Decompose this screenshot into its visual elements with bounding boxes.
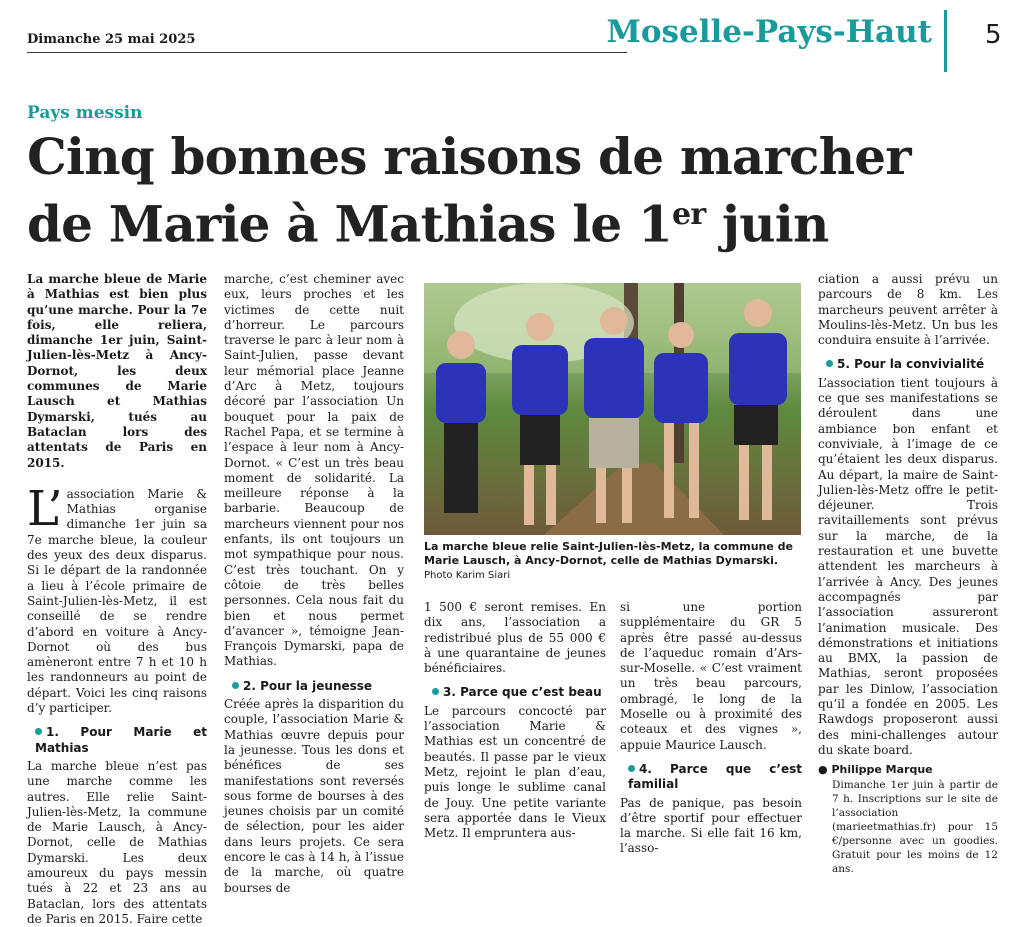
author-name: Philippe Marque — [831, 763, 933, 777]
kicker: Pays messin — [27, 103, 143, 123]
section-5-paragraph: L’association tient toujours à ce que ses manifestations se déroulent dans une ambiance bon enfant et conviviale, à l’image de ce qu’étaient les deux disparus. Au départ, la maire de Saint-Julien-lès-Metz offre le petit-déjeuner. Trois ravitaillements sont prévus sur la marche, de la restauration et une buvette attendent les marcheurs à l’arrivée à Ancy. Des jeunes accompagnés par l’association assureront l’animation musicale. Des démonstrations et initiations au BMX, la passion de Mathias, seront proposées par les Dinlow, l’association qu’il a fondée en 2005. Les Rawdogs proposeront aussi des mini-challenges autour du skate board. — [818, 375, 998, 757]
intro-paragraph — [27, 480, 207, 716]
practical-info: Dimanche 1er juin à partir de 7 h. Inscriptions sur le site de l’association (marieetmathias.fr) pour 15 €/personne avec un goodies. Gratuit pour les moins de 12 ans. — [832, 778, 998, 875]
subheading-1-text: 1. Pour Marie et Mathias — [35, 725, 207, 755]
bullet-dot-icon — [628, 765, 635, 772]
column-3 — [424, 600, 606, 841]
section-4-continued: ciation a aussi prévu un parcours de 8 km. Les marcheurs peuvent arrêter à Moulins-lès-Metz. Un bus les conduira ensuite à l’arrivée. — [818, 272, 998, 348]
headline-end: juin — [705, 194, 829, 254]
subheading-4-text: 4. Parce que c’est familial — [628, 761, 802, 792]
page-number: 5 — [985, 20, 1002, 50]
photo-caption — [424, 540, 802, 583]
subheading-2-text: 2. Pour la jeunesse — [243, 678, 373, 693]
section-1-paragraph: La marche bleue n’est pas une marche comme les autres. Elle relie Saint-Julien-lès-Metz, la commune de Marie Lausch, à Ancy-Dornot, celle de Mathias Dymarski. Les deux amoureux du pays messin tués à 22 et 23 ans au Bataclan, lors des attentats de Paris en 2015. Faire cette — [27, 758, 207, 926]
bullet-dot-icon — [826, 360, 833, 367]
subheading-1 — [35, 725, 207, 756]
subheading-5-text: 5. Pour la convivialité — [837, 357, 985, 372]
section-2-paragraph: Créée après la disparition du couple, l’association Marie & Mathias œuvre depuis pour la jeunesse. Tous les dons et bénéfices de ses manifestations sont reversés sous forme de bourses à des jeunes choisis par un comité de sélection, pour les aider dans leurs projets. Ce sera encore le cas à 14 h, à l’issue de la marche, où quatre bourses de — [224, 697, 404, 895]
headline — [27, 128, 987, 254]
section-2-continued: 1 500 € seront remises. En dix ans, l’association a redistribué plus de 55 000 € à une quarantaine de jeunes bénéficiaires. — [424, 600, 606, 676]
intro-text: association Marie & Mathias organise dimanche 1er juin sa 7e marche bleue, la couleur des yeux des deux disparus. Si le départ de la randonnée a lieu à l’école primaire de Saint-Julien-lès-Metz, il est conseillé de se rendre d’abord en voiture à Ancy-Dornot où des bus amèneront entre 7 h et 10 h les randonneurs au point de départ. Voici les cinq raisons d’y participer. — [27, 486, 207, 716]
subheading-4 — [628, 762, 802, 793]
headline-main: Cinq bonnes raisons de marcher de Marie à Mathias le 1 — [27, 127, 911, 254]
section-title: Moselle-Pays-Haut — [606, 14, 932, 50]
column-4 — [620, 600, 802, 857]
hikers-photo-illustration — [424, 283, 801, 535]
caption-text: La marche bleue relie Saint-Julien-lès-Metz, la commune de Marie Lausch, à Ancy-Dornot, celle de Mathias Dymarski. — [424, 540, 793, 567]
subheading-3-text: 3. Parce que c’est beau — [443, 685, 602, 700]
drop-cap: L’ — [27, 480, 63, 537]
subheading-2 — [232, 679, 404, 694]
column-1 — [27, 272, 207, 927]
headline-sup: er — [672, 197, 706, 232]
article-photo — [424, 283, 801, 535]
section-4-paragraph: Pas de panique, pas besoin d’être sportif pour effectuer la marche. Si elle fait 16 km, l’asso- — [620, 795, 802, 856]
lead-paragraph: La marche bleue de Marie à Mathias est bien plus qu’une marche. Pour la 7e fois, elle reliera, dimanche 1er juin, Saint-Julien-lès-Metz à Ancy-Dornot, les deux communes de Marie Lausch et Mathias Dymarski, tués au Bataclan lors des attentats de Paris en 2015. — [27, 272, 207, 470]
photo-credit: Photo Karim Siari — [424, 570, 511, 581]
bullet-dot-icon — [232, 682, 239, 689]
subheading-5 — [826, 357, 998, 372]
subheading-3 — [432, 685, 606, 700]
header-divider — [944, 10, 947, 72]
author-byline: ● Philippe Marque — [818, 763, 933, 777]
section-3-continued: si une portion supplémentaire du GR 5 après être passé au-dessus de l’aqueduc romain d’Ars-sur-Moselle. « C’est vraiment un très beau parcours, ombragé, le long de la Moselle ou à proximité des coteaux et des vignes », appuie Maurice Lausch. — [620, 600, 802, 752]
section-1-continued: marche, c’est cheminer avec eux, leurs proches et les victimes de cette nuit d’horreur. Le parcours traverse le parc à leur nom à Saint-Julien, passe devant leur mémorial place Jeanne d’Arc à Metz, toujours décoré par l’association Un bouquet pour la paix de Rachel Papa, et se termine à l’espace à leur nom à Ancy-Dornot. « C’est un très beau moment de solidarité. La meilleure réponse à la barbarie. Beaucoup de marcheurs viennent pour nos enfants, ils ont toujours un mot sympathique pour nous. C’est très touchant. On y côtoie de très belles personnes. Cela nous fait du bien et nous permet d’avancer », témoigne Jean-François Dymarski, papa de Mathias. — [224, 272, 404, 669]
issue-date: Dimanche 25 mai 2025 — [27, 32, 196, 47]
column-5 — [818, 272, 998, 876]
bullet-dot-icon — [35, 728, 42, 735]
header-rule — [27, 52, 627, 53]
column-2 — [224, 272, 404, 896]
bullet-dot-icon — [432, 688, 439, 695]
section-3-paragraph: Le parcours concocté par l’association Marie & Mathias est un concentré de beautés. Il passe par le vieux Metz, rejoint le plan d’eau, puis longe le sublime canal de Jouy. Une petite variante sera apportée dans le Vieux Metz. Il empruntera aus- — [424, 703, 606, 841]
